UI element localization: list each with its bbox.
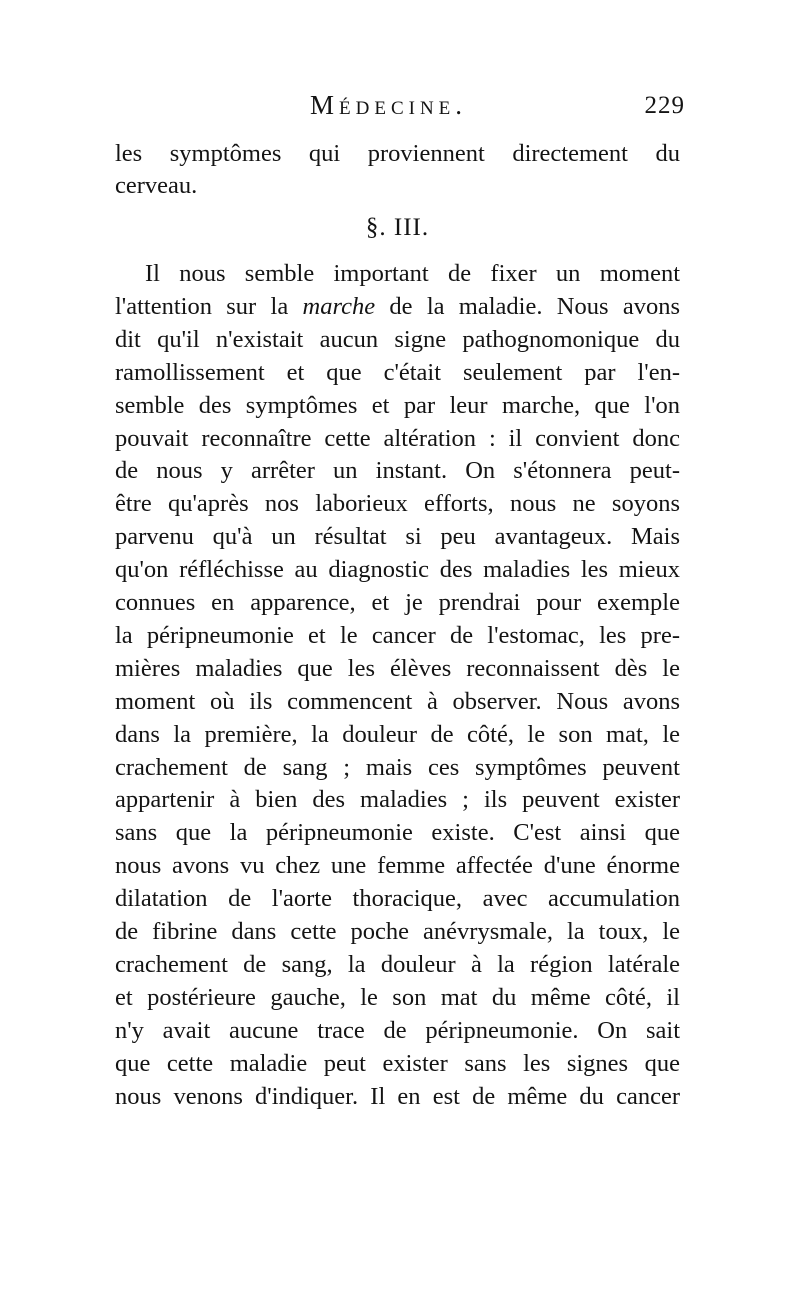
paragraph-line [115, 982, 680, 1014]
paragraph-line [115, 488, 680, 520]
line-text: connues en apparence, et je prendrai pour exemple [115, 589, 680, 616]
paragraph-line [115, 521, 680, 553]
paragraph-line [115, 949, 680, 981]
line-text: nous venons d'indiquer. Il en est de même du cancer [115, 1082, 680, 1110]
line-text: mières maladies que les élèves reconnaissent dès le [115, 654, 680, 682]
paragraph-line [115, 620, 680, 652]
paragraph-line [115, 423, 680, 455]
paragraph-line [115, 587, 680, 619]
paragraph-line [115, 752, 680, 784]
line-text: de nous y arrêter un instant. On s'étonnera peut- [115, 457, 680, 485]
line-text: nous avons vu chez une femme affectée d'une énorme [115, 852, 680, 880]
line-text: appartenir à bien des maladies ; ils peuvent exister [115, 786, 680, 814]
page-number: 229 [644, 92, 685, 119]
paragraph-line [115, 291, 680, 323]
line-text: que cette maladie peut exister sans les signes que [115, 1049, 680, 1077]
line-text: la péripneumonie et le cancer de l'estomac, les pre- [115, 621, 680, 649]
line-text: sans que la péripneumonie existe. C'est ainsi que [115, 819, 680, 847]
line-text: et postérieure gauche, le son mat du même côté, il [115, 983, 680, 1011]
paragraph-line [115, 324, 680, 356]
italic-word: marche [302, 292, 376, 320]
line-text: dit qu'il n'existait aucun signe pathognomonique du [115, 325, 680, 353]
paragraph-line [115, 916, 680, 948]
line-text: Il nous semble important de fixer un moment [145, 260, 680, 287]
running-head [115, 90, 685, 130]
text-line: cerveau. [115, 172, 198, 199]
line-text: de la maladie. Nous avons [375, 292, 680, 320]
line-text: crachement de sang ; mais ces symptômes peuvent [115, 753, 680, 781]
section-heading: §. III. [365, 214, 430, 241]
line-text: être qu'après nos laborieux efforts, nous ne soyons [115, 490, 680, 518]
paragraph-line [145, 258, 680, 290]
paragraph-line [115, 850, 680, 882]
paragraph-line [115, 554, 680, 586]
paragraph-line [115, 719, 680, 751]
line-text: moment où ils commencent à observer. Nous avons [115, 687, 680, 715]
paragraph-line [115, 817, 680, 849]
paragraph-line [115, 390, 680, 422]
line-text: n'y avait aucune trace de péripneumonie. On sait [115, 1016, 680, 1044]
line-text: qu'on réfléchisse au diagnostic des maladies les mieux [115, 556, 680, 584]
paragraph-line [115, 686, 680, 718]
paragraph-line [115, 653, 680, 685]
line-text: pouvait reconnaître cette altération : il convient donc [115, 424, 680, 452]
paragraph-line [115, 784, 680, 816]
paragraph-line [115, 883, 680, 915]
paragraph-line [115, 1081, 680, 1113]
line-text: crachement de sang, la douleur à la région latérale [115, 950, 680, 978]
line-text: parvenu qu'à un résultat si peu avantageux. Mais [115, 523, 680, 551]
paragraph-line [115, 1015, 680, 1047]
line-text: semble des symptômes et par leur marche, que l'on [115, 391, 680, 419]
line-text: ramollissement et que c'était seulement par l'en- [115, 358, 680, 386]
line-text: l'attention sur la [115, 292, 303, 320]
line-text: de fibrine dans cette poche anévrysmale, la toux, le [115, 918, 680, 945]
paragraph-line [115, 455, 680, 487]
line-text: dans la première, la douleur de côté, le son mat, le [115, 720, 680, 748]
text-line: les symptômes qui proviennent directement du [115, 140, 680, 167]
running-title: Médecine. [310, 90, 468, 120]
paragraph-line [115, 1048, 680, 1080]
line-text: dilatation de l'aorte thoracique, avec accumulation [115, 885, 680, 913]
paragraph-line [115, 357, 680, 389]
